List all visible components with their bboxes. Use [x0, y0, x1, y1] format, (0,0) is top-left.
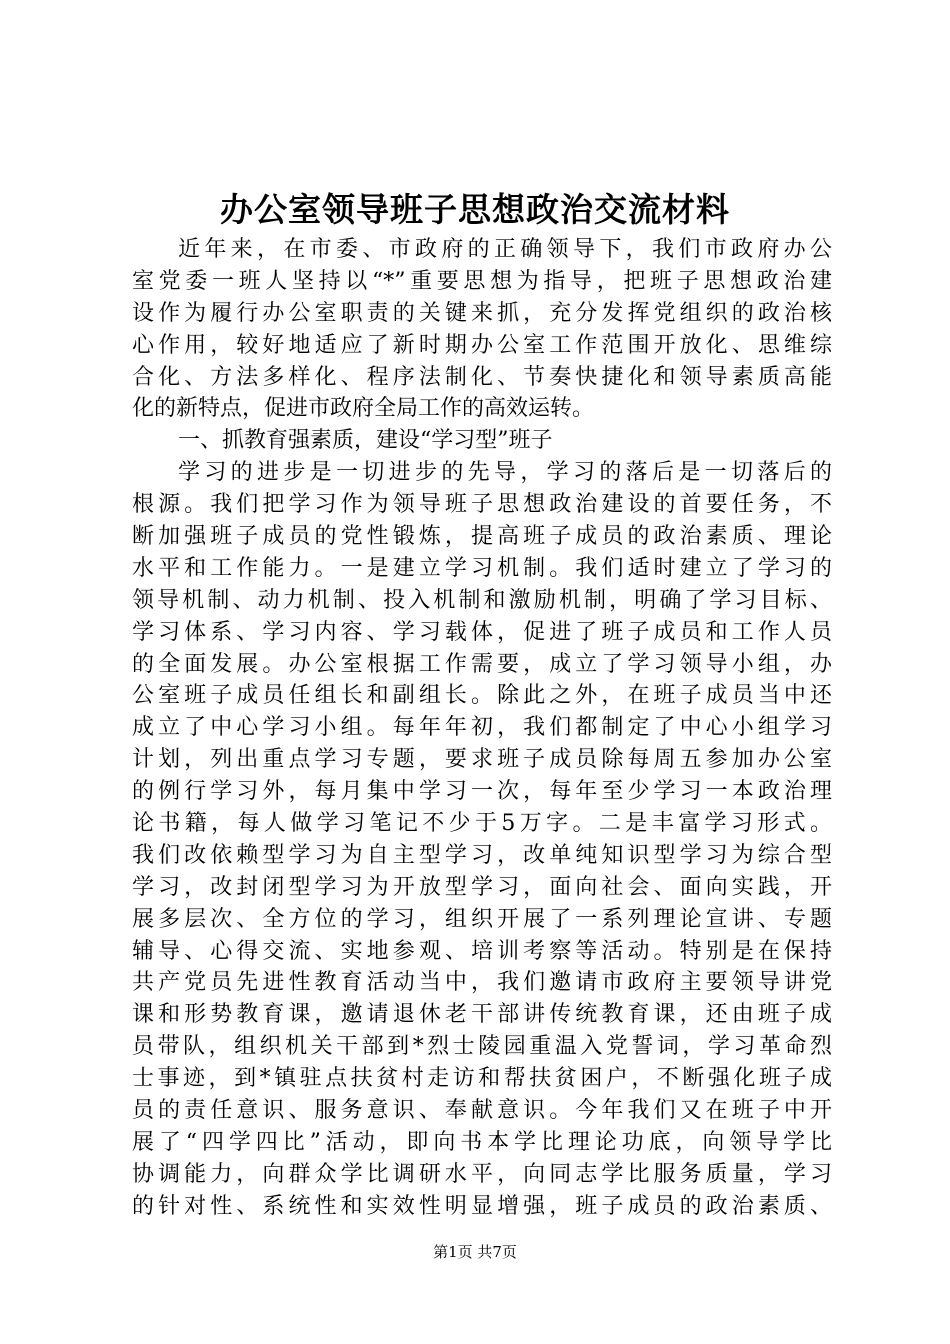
paragraph-line: 协调能力，向群众学比调研水平，向同志学比服务质量，学习: [132, 1161, 832, 1187]
paragraph-line: 根源。我们把学习作为领导班子思想政治建设的首要任务，不: [132, 492, 832, 518]
paragraph-line: 化的新特点，促进市政府全局工作的高效运转。: [132, 396, 595, 422]
paragraph-line: 论书籍，每人做学习笔记不少于5万字。二是丰富学习形式。: [132, 811, 832, 837]
paragraph-line: 辅导、心得交流、实地参观、培训考察等活动。特别是在保持: [132, 938, 832, 964]
paragraph-line: 设作为履行办公室职责的关键来抓，充分发挥党组织的政治核: [132, 300, 832, 326]
section-heading: 一、抓教育强素质，建设“学习型”班子: [178, 428, 553, 454]
paragraph-line: 近年来，在市委、市政府的正确领导下，我们市政府办公: [178, 237, 832, 262]
paragraph-line: 学习的进步是一切进步的先导，学习的落后是一切落后的: [178, 460, 832, 486]
paragraph-line: 学习体系、学习内容、学习载体，促进了班子成员和工作人员: [132, 619, 832, 645]
paragraph-line: 员的责任意识、服务意识、奉献意识。今年我们又在班子中开: [132, 1098, 832, 1124]
paragraph-line: 合化、方法多样化、程序法制化、节奏快捷化和领导素质高能: [132, 364, 832, 390]
paragraph-line: 公室班子成员任组长和副组长。除此之外，在班子成员当中还: [132, 683, 832, 709]
document-title: 办公室领导班子思想政治交流材料: [220, 190, 730, 229]
paragraph-line: 成立了中心学习小组。每年年初，我们都制定了中心小组学习: [132, 715, 832, 741]
document-body: [132, 234, 832, 1223]
paragraph-line: 展多层次、全方位的学习，组织开展了一系列理论宣讲、专题: [132, 906, 832, 932]
paragraph-line: 心作用，较好地适应了新时期办公室工作范围开放化、思维综: [132, 332, 832, 358]
paragraph-line: 展了“四学四比”活动，即向书本学比理论功底，向领导学比: [132, 1129, 832, 1155]
paragraph-line: 领导机制、动力机制、投入机制和激励机制，明确了学习目标、: [132, 587, 832, 613]
paragraph-line: 的针对性、系统性和实效性明显增强，班子成员的政治素质、: [132, 1193, 832, 1219]
paragraph-line: 士事迹，到*镇驻点扶贫村走访和帮扶贫困户，不断强化班子成: [132, 1066, 832, 1092]
paragraph-line: 计划，列出重点学习专题，要求班子成员除每周五参加办公室: [132, 747, 832, 773]
paragraph-line: 课和形势教育课，邀请退休老干部讲传统教育课，还由班子成: [132, 1002, 832, 1028]
page-footer: 第1页 共7页: [433, 1243, 517, 1261]
paragraph-line: 共产党员先进性教育活动当中，我们邀请市政府主要领导讲党: [132, 970, 832, 996]
paragraph-line: 水平和工作能力。一是建立学习机制。我们适时建立了学习的: [132, 555, 832, 581]
paragraph-line: 断加强班子成员的党性锻炼，提高班子成员的政治素质、理论: [132, 524, 832, 550]
paragraph-line: 的例行学习外，每月集中学习一次，每年至少学习一本政治理: [132, 779, 832, 805]
paragraph-line: 员带队，组织机关干部到*烈士陵园重温入党誓词，学习革命烈: [132, 1034, 832, 1060]
paragraph-line: 室党委一班人坚持以“*”重要思想为指导，把班子思想政治建: [132, 268, 832, 294]
paragraph-line: 我们改依赖型学习为自主型学习，改单纯知识型学习为综合型: [132, 842, 832, 868]
paragraph-line: 的全面发展。办公室根据工作需要，成立了学习领导小组，办: [132, 651, 832, 677]
paragraph-line: 学习，改封闭型学习为开放型学习，面向社会、面向实践，开: [132, 874, 832, 900]
